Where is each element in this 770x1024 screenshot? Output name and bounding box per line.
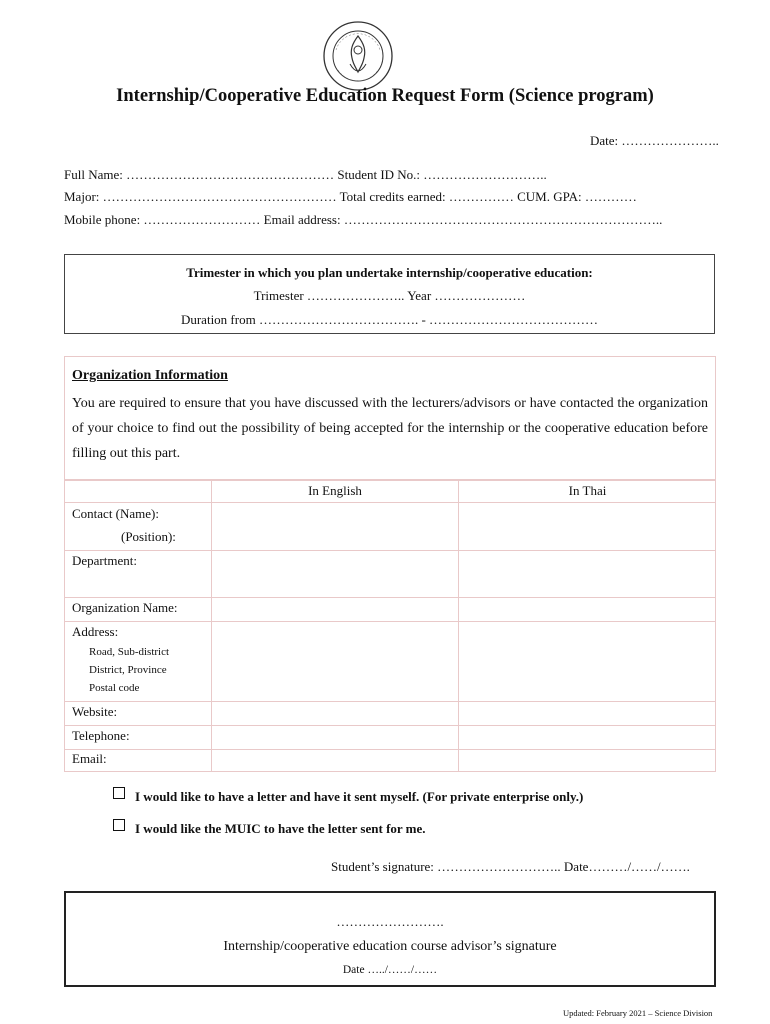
table-divider — [65, 550, 715, 551]
telephone-label: Telephone: — [72, 728, 130, 743]
table-divider — [65, 749, 715, 750]
contact-name-label: Contact (Name): — [72, 506, 159, 521]
table-column-divider — [211, 480, 212, 771]
table-divider — [65, 502, 715, 503]
duration-line[interactable]: Duration from ………………………………. - ………………………………… — [180, 312, 599, 327]
trimester-heading: Trimester in which you plan undertake internship/cooperative education: — [186, 265, 593, 280]
advisor-signature-box — [64, 891, 716, 987]
department-label: Department: — [72, 553, 137, 568]
major-credits-gpa-line[interactable]: Major: ……………………………………………… Total credits earned: …………… CUM. GPA: ………… — [64, 189, 637, 204]
trimester-year-line[interactable]: Trimester ………………….. Year ………………… — [253, 288, 526, 303]
address-sub-label: Road, Sub-district — [89, 646, 170, 658]
trimester-box — [64, 254, 715, 334]
organization-instructions: You are required to ensure that you have discussed with the lecturers/advisors or have contacted the organization of your choice to find out the possibility of being accepted for the internship or the cooperative education before filling out this part. — [72, 396, 708, 461]
column-header-thai: In Thai — [568, 483, 607, 498]
address-sub-label: District, Province — [89, 664, 167, 676]
organization-heading: Organization Information — [72, 368, 228, 383]
advisor-date-line[interactable]: Date …../……/…… — [342, 964, 438, 976]
organization-section — [64, 356, 716, 772]
contact-position-label: (Position): — [121, 529, 176, 544]
fullname-studentid-line[interactable]: Full Name: ………………………………………… Student ID No.: ……………………….. — [64, 167, 547, 182]
table-divider — [65, 725, 715, 726]
address-label: Address: — [72, 624, 119, 639]
letter-self-label: I would like to have a letter and have it sent myself. (For private enterprise only.) — [135, 789, 584, 804]
footer-updated: Updated: February 2021 – Science Division — [563, 1008, 713, 1018]
website-label: Website: — [72, 704, 118, 719]
table-column-divider — [458, 480, 459, 771]
column-header-english: In English — [308, 483, 362, 498]
date-field[interactable]: Date: ………………….. — [590, 133, 719, 148]
university-seal-logo — [322, 20, 394, 92]
email-label: Email: — [72, 751, 107, 766]
form-title: Internship/Cooperative Education Request Form (Science program) — [116, 86, 654, 106]
letter-self-checkbox[interactable] — [113, 787, 125, 799]
letter-muic-label: I would like the MUIC to have the letter sent for me. — [135, 821, 426, 836]
letter-muic-checkbox[interactable] — [113, 819, 125, 831]
advisor-signature-dots[interactable]: ……………………. — [336, 914, 444, 929]
table-divider — [65, 597, 715, 598]
table-divider — [65, 701, 715, 702]
advisor-signature-label: Internship/cooperative education course advisor’s signature — [223, 939, 557, 954]
table-divider — [65, 479, 715, 481]
student-signature-line[interactable]: Student’s signature: ……………………….. Date………/……/……. — [331, 859, 690, 874]
table-divider — [65, 621, 715, 622]
mobile-email-line[interactable]: Mobile phone: ……………………… Email address: ……………………………………………………………….. — [64, 212, 663, 227]
address-sub-label: Postal code — [89, 682, 140, 694]
organization-name-label: Organization Name: — [72, 600, 178, 615]
